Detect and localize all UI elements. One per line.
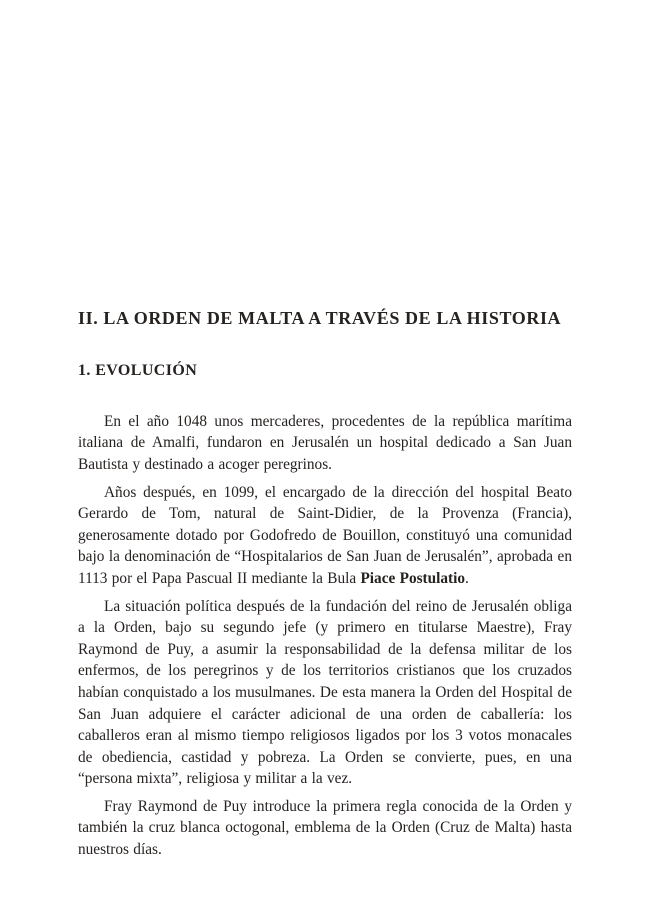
paragraph: [78, 796, 572, 861]
paragraph: [78, 596, 572, 790]
document-body: [78, 411, 572, 861]
section-heading: 1. EVOLUCIÓN: [78, 361, 198, 379]
text-segment: .: [465, 569, 469, 587]
bold-text-segment: Piace Postulatio: [360, 569, 466, 587]
text-segment: La situación política después de la fundación del reino de Jerusalén obliga a la Orden, bajo su segundo jefe (y primero en titularse Maestre), Fray Raymond de Puy, a asumir la responsabilidad de la defensa militar de los enfermos, de los peregrinos y de los territorios cristianos que los cruzados habían conquistado a los musulmanes. De esta manera la Orden del Hospital de San Juan adquiere el carácter adicional de una orden de caballería: los caballeros eran al mismo tiempo religiosos ligados por los 3 votos monacales de obediencia, castidad y pobreza. La Orden se convierte, pues, en una “persona mixta”, religiosa y militar a la vez.: [78, 597, 572, 788]
text-segment: Fray Raymond de Puy introduce la primera regla conocida de la Orden y también la cruz blanca octogonal, emblema de la Orden (Cruz de Malta) hasta nuestros días.: [78, 797, 572, 859]
paragraph: [78, 411, 572, 476]
text-segment: Años después, en 1099, el encargado de la dirección del hospital Beato Gerardo de Tom, natural de Saint-Didier, de la Provenza (Francia), generosamente dotado por Godofredo de Bouillon, constituyó una comunidad bajo la denominación de “Hospitalarios de San Juan de Jerusalén”, aprobada en 1113 por el Papa Pascual II mediante la Bula: [78, 483, 572, 587]
text-segment: En el año 1048 unos mercaderes, procedentes de la república marítima italiana de Amalfi, fundaron en Jerusalén un hospital dedicado a San Juan Bautista y destinado a acoger peregrinos.: [78, 412, 572, 473]
chapter-title: II. LA ORDEN DE MALTA A TRAVÉS DE LA HISTORIA: [78, 308, 562, 328]
paragraph: [78, 482, 572, 590]
